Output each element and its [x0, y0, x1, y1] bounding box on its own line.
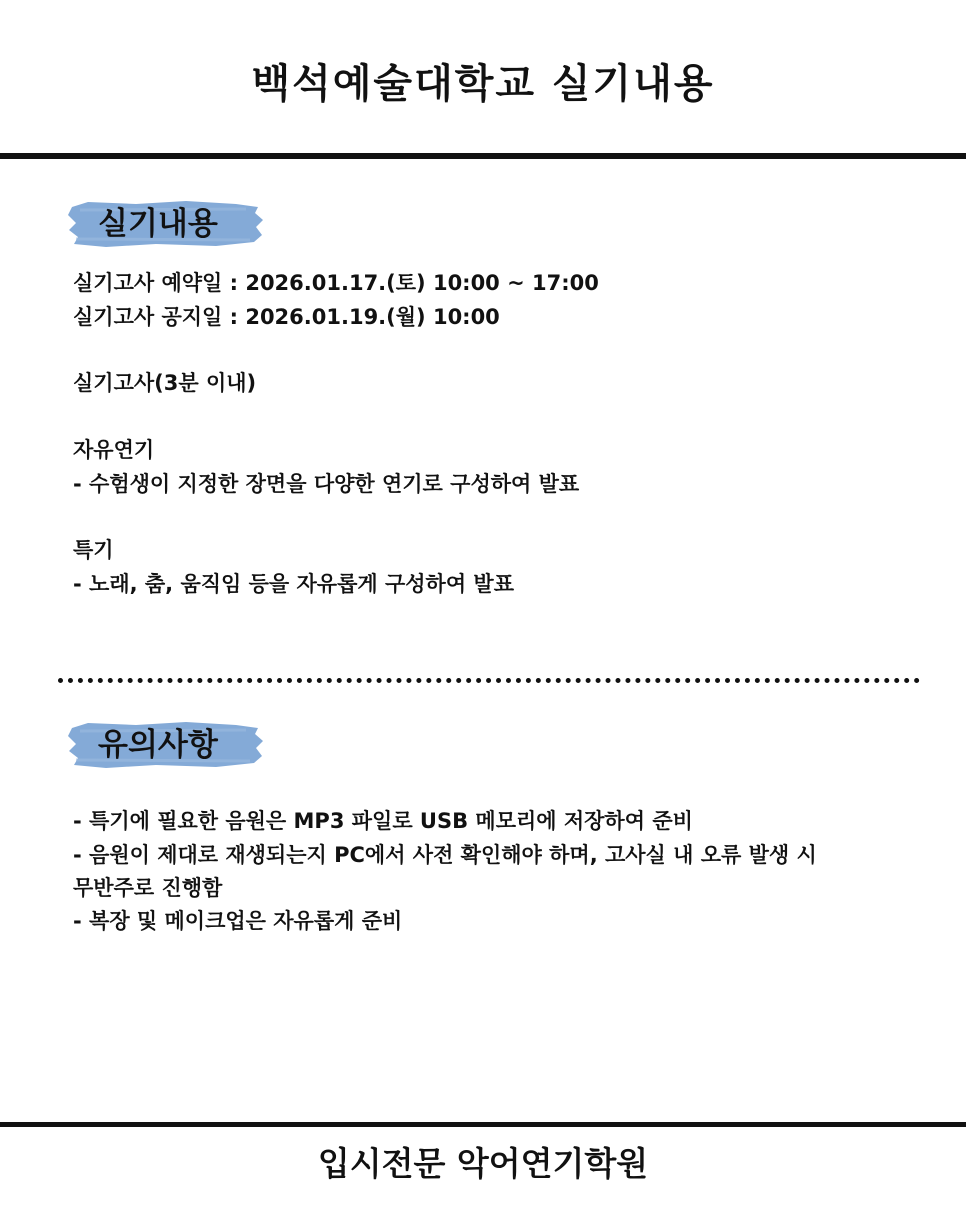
page-title: 백석예술대학교 실기내용 — [251, 61, 715, 107]
top-divider — [0, 153, 966, 159]
section-heading-exam-content — [66, 198, 264, 250]
note-item: - 음원이 제대로 재생되는지 PC에서 사전 확인해야 하며, 고사실 내 오류 발생 시 — [73, 843, 817, 867]
reservation-date: 실기고사 예약일 : 2026.01.17.(토) 10:00 ~ 17:00 — [73, 271, 599, 295]
bottom-divider — [0, 1122, 966, 1127]
footer-academy-name: 입시전문 악어연기학원 — [317, 1144, 649, 1183]
free-acting-description: - 수험생이 지정한 장면을 다양한 연기로 구성하여 발표 — [73, 472, 580, 496]
dotted-divider — [58, 678, 920, 683]
note-item: - 복장 및 메이크업은 자유롭게 준비 — [73, 909, 403, 933]
talent-title: 특기 — [73, 538, 114, 562]
section-heading-label: 유의사항 — [98, 727, 218, 763]
talent-description: - 노래, 춤, 움직임 등을 자유롭게 구성하여 발표 — [73, 572, 514, 596]
free-acting-title: 자유연기 — [73, 438, 155, 462]
exam-title: 실기고사(3분 이내) — [73, 371, 257, 395]
section-heading-notes — [66, 719, 264, 771]
note-item-continuation: 무반주로 진행함 — [73, 876, 223, 900]
note-item: - 특기에 필요한 음원은 MP3 파일로 USB 메모리에 저장하여 준비 — [73, 809, 693, 833]
notice-date: 실기고사 공지일 : 2026.01.19.(월) 10:00 — [73, 305, 500, 329]
section-heading-label: 실기내용 — [98, 206, 218, 242]
